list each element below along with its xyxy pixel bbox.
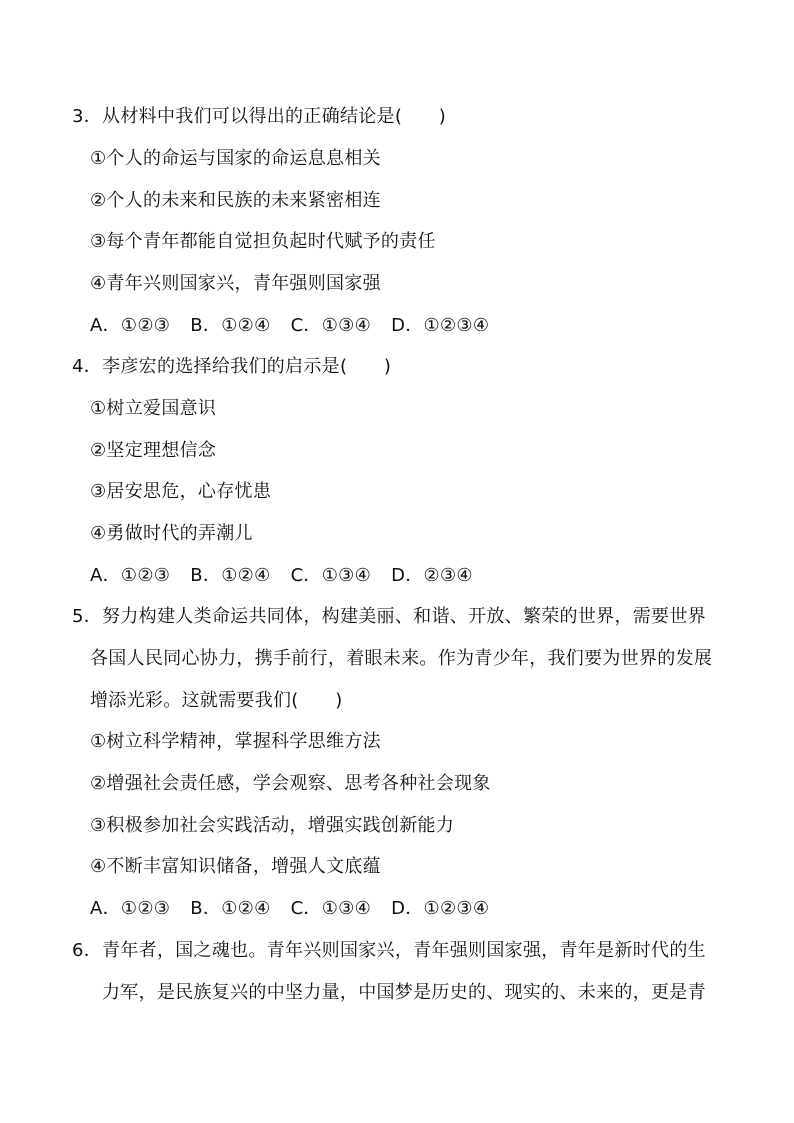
question-3-option-4: ④青年兴则国家兴，青年强则国家强 <box>90 273 381 294</box>
choice-d: D．①②③④ <box>391 315 490 336</box>
question-6-stem-cont-1: 力军，是民族复兴的中坚力量，中国梦是历史的、现实的、未来的，更是青 <box>102 982 706 1003</box>
choice-d: D．①②③④ <box>391 898 490 919</box>
question-3-choices <box>90 315 503 337</box>
question-6-stem: 6．青年者，国之魂也。青年兴则国家兴，青年强则国家强，青年是新时代的生 <box>72 940 706 961</box>
choice-c: C．①③④ <box>290 898 372 919</box>
choice-b: B．①②④ <box>190 898 271 919</box>
question-3-option-1: ①个人的命运与国家的命运息息相关 <box>90 148 381 169</box>
choice-a: A．①②③ <box>90 565 171 586</box>
question-5-choices <box>90 898 503 920</box>
question-4-choices <box>90 565 487 587</box>
question-5-stem-cont-2: 增添光彩。这就需要我们( ) <box>90 690 343 711</box>
question-5-option-2: ②增强社会责任感，学会观察、思考各种社会现象 <box>90 773 491 794</box>
question-4-option-4: ④勇做时代的弄潮儿 <box>90 523 253 544</box>
question-3-option-2: ②个人的未来和民族的未来紧密相连 <box>90 190 381 211</box>
question-5-option-1: ①树立科学精神，掌握科学思维方法 <box>90 731 381 752</box>
choice-a: A．①②③ <box>90 898 171 919</box>
question-4-stem: 4．李彦宏的选择给我们的启示是( ) <box>72 356 392 377</box>
question-5-stem: 5．努力构建人类命运共同体，构建美丽、和谐、开放、繁荣的世界，需要世界 <box>72 606 706 627</box>
question-3-stem: 3．从材料中我们可以得出的正确结论是( ) <box>72 106 447 127</box>
question-3-option-3: ③每个青年都能自觉担负起时代赋予的责任 <box>90 231 436 252</box>
choice-d: D．②③④ <box>391 565 473 586</box>
choice-a: A．①②③ <box>90 315 171 336</box>
question-5-stem-cont-1: 各国人民同心协力，携手前行，着眼未来。作为青少年，我们要为世界的发展 <box>90 648 713 669</box>
question-4-option-3: ③居安思危，心存忧患 <box>90 481 272 502</box>
question-5-option-3: ③积极参加社会实践活动，增强实践创新能力 <box>90 815 455 836</box>
choice-c: C．①③④ <box>290 565 372 586</box>
question-5-option-4: ④不断丰富知识储备，增强人文底蕴 <box>90 856 381 877</box>
question-4-option-1: ①树立爱国意识 <box>90 398 217 419</box>
question-4-option-2: ②坚定理想信念 <box>90 440 217 461</box>
choice-b: B．①②④ <box>190 315 271 336</box>
choice-c: C．①③④ <box>290 315 372 336</box>
choice-b: B．①②④ <box>190 565 271 586</box>
